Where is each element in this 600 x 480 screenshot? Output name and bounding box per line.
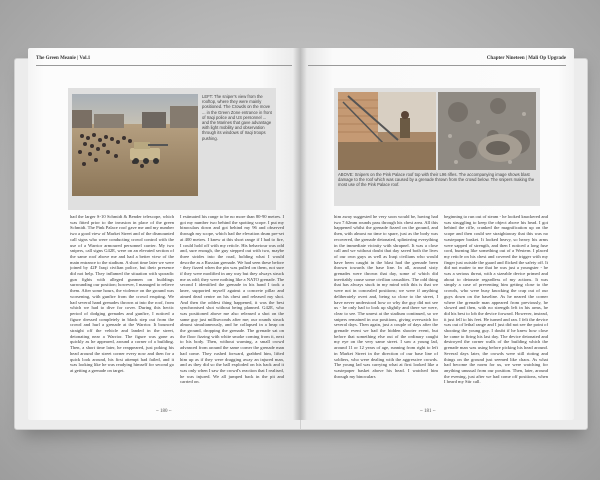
right-body-column-2: beginning to run out of steam - he looked knackered and was struggling to keep the object above his head. I got behind the rifle, cranked the magnification up on the scope and then could see straightaway that this was no wastepaper basket. It looked heavy, so heavy his arms were sapped of strength, and then I noticed a long fuse cord, burning like something out of a Western. I placed my reticle on his chest and covered the trigger with my finger just outside the guard and flicked the safety off. It did not matter to me that he was just a youngster - he was a serious threat, with a sizeable device primed and about to detonate regardless of my actions. It was simply a case of preventing him getting close to the crowds, who were busy knocking the crap out of our guys down on the baseline. As he neared the corner where the grenade man appeared from previously, he slowed and then, with no strength left in his arms, he did his best to lob the device forward. However, instead, it just fell to his feet. He turned and ran. I felt the device was out of lethal range and I just did not see the point of shooting the young guy. I doubt if he knew how close he came to firing his last day. The device detonated and destroyed the corner walls of the building which the grenade man was using before picking his head around. Several days later, the crowds were still rioting and things on the ground just seemed like chaos. As what had become the norm for us, we were watching for anything unusual from our position. Then, later, around the evening, just after we had come off positions, when I heard my Stir call. bbox=[444, 214, 548, 385]
right-body-column-1: him away suggested he very soon would be, having had two 7.62mm rounds pass through his chest area. All this happened whilst the grenade fizzed on the ground, and then, with almost no time to spare, just as the body was recovered, the grenade detonated, splintering everything in the immediate vicinity with shrapnel. It was a close call and we without doubt that day saved both the lives of our own guys as well as Iraqi civilians who would have been caught in the blast had the grenade been thrown towards the base line. In all, around sixty grenades were thrown that day, some of which did inevitably cause some civilian casualties. The odd thing that has always stuck in my mind with this is that we were not in concealed positions; we were if anything deliberately overt and, being so close to the street, I have never understood how or why the guy did not see us - he only had to look up slightly and there we were, clear to see. The unrest at the stadium continued, so we snipers remained in our positions, giving overwatch for several days. Then again, just a couple of days after the grenade event we had the hidden shooter event, but before that something else out of the ordinary caught my eye on the very same street. I saw a young lad, around 11 or 12 years of age, running from right to left in Market Street in the direction of our base line of soldiers, who were dealing with the aggressive crowds. The young lad was carrying what at first looked like a wastepaper basket above his head. I watched him through my binoculars bbox=[334, 214, 438, 379]
page-number-left: ~ 180 ~ bbox=[156, 409, 172, 414]
header-rule bbox=[36, 65, 292, 66]
sniper-rooftop-photo bbox=[338, 92, 436, 170]
left-page bbox=[28, 48, 300, 420]
page-number-right: ~ 181 ~ bbox=[420, 409, 436, 414]
crowd-photo bbox=[72, 94, 198, 196]
left-body-column-1: had the larger S-10 Schmidt & Bender telescope, which was fitted prior to the invasion in place of the green Schmidt. The Pink Palace roof gave me and my number two a good view of Market Street and of the dismounted call signs who were conducting crowd control with the use of a Warrior armoured personnel carrier. My two snipers, call signs G42E, were on an elevated section of the same roof above me and had a better view of the main entrance to the stadium. A short time later we were joined by 42F Iraqi civilian police, but their presence did not help. They inflamed the situation with sporadic gun fights with alleged gunmen on buildings surrounding our position; however, I managed to relieve them. After some hours, the violence on the ground was worsening, with gunfire from the crowd erupting. We had several hand grenades thrown at into the roof, from which we had to dive for cover. During this hectic period of dodging grenades and gunfire, I noticed a figure dressed completely in black step out from the crowd and hurl a grenade at the Warrior. It bounced straight off the vehicle and landed in the street, detonating near a Warrior. The figure was gone as quickly as he appeared, around a corner of a building. Then, a short time later, he reappeared, just poking his head around the street corner every now and then for a quick look around, his first attempt had failed, and it was looking like he was readying himself for second go at getting a grenade on target. bbox=[70, 214, 174, 373]
running-head-right: Chapter Nineteen | Mali Op Upgrade bbox=[486, 56, 566, 61]
blast-damage-photo bbox=[438, 92, 536, 170]
left-body-column-2: I estimated his range to be no more than 80-90 metres. I got my number two behind the spotting scope. I put my binoculars down and got behind my 96 and observed through my scope, which had the elevation drum pre-set at 400 metres. I knew at this short range if I had to fire, I could hold off with my reticle. His behaviour was odd and, sure enough, the guy stepped out with two, maybe three strides into the road, holding what I would describe as a Russian grenade. We had seen these before - they fizzed when the pin was pulled on them, not sure if they were modified in any way but they always struck me as odd; they were nothing like a NATO grenade. The second I identified the grenade in his hand I took a knee, supported myself against a concrete pillar and aimed dead centre on his chest and released my shot. And then the oddest thing happened, it was the best synchronised shot without being planned. G42E, who was positioned above me also released a shot on the same guy just milliseconds after me; our rounds struck almost simultaneously, and he collapsed in a heap on the ground, dropping the grenade. The grenade sat on the floor fizzing with white smoke coming from it, next to his body. Then, without warning, a small crowd advanced from around the same corner the grenade man had come. They rushed forward, grabbed him, lifted him up as if they were dragging away an injured man, and as they did so the ball exploded on his back and it was only when I saw the crowd's reaction that I realised, he was injured. We all jumped back in the pit and carried on. bbox=[180, 214, 284, 385]
book-gutter bbox=[293, 48, 307, 420]
running-head-left: The Green Meanie | Vol.1 bbox=[36, 56, 91, 61]
left-caption: LEFT: The sniper's view from the rooftop, where they were mainly positioned. The Crowds on the move ... in the Green Zone entrance in front of Iraqi police and US personnel ... and the Marines that gave advantage with light mobility and observation through its windows of Iraqi troops pushing. bbox=[202, 94, 272, 141]
right-caption: ABOVE: Snipers on the Pink Palace roof top with their L96 rifles. The accompanying image shows blast damage to the roof which was caused by a grenade thrown from the crowd below. The snipers making the most use of the Pink Palace roof. bbox=[338, 172, 535, 188]
right-page bbox=[300, 48, 574, 420]
header-rule bbox=[308, 65, 566, 66]
